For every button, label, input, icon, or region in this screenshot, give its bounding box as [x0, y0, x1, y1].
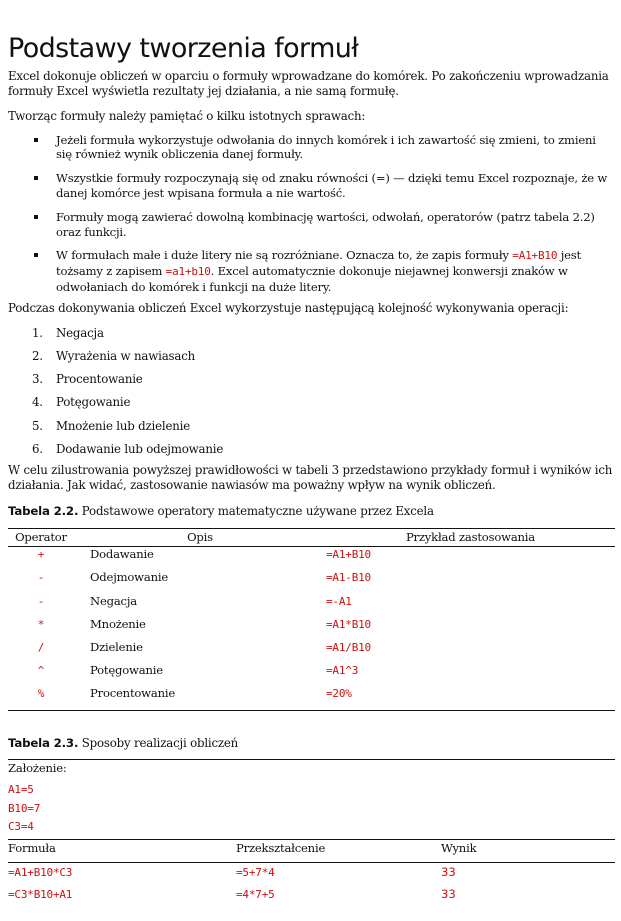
- list-item: [56, 248, 615, 294]
- operator-symbol: ^: [37, 664, 45, 678]
- transform-code: =4*7+5: [236, 887, 275, 901]
- rules-lead-paragraph: Tworząc formuły należy pamiętać o kilku istotnych sprawach:: [8, 108, 366, 123]
- table-row: [8, 594, 615, 617]
- description-cell: Procentowanie: [90, 686, 176, 701]
- list-number: 1.: [32, 325, 43, 340]
- table-row: [8, 547, 615, 571]
- list-label: Mnożenie lub dzielenie: [56, 418, 190, 433]
- rule-text: Wszystkie formuły rozpoczynają się od znaku równości (=) — dzięki temu Excel rozpoznaje, że w danej komórce jest wpisana formuła a nie wartość.: [56, 171, 608, 201]
- table-header-row: [8, 840, 615, 863]
- result-value: 33: [441, 864, 456, 879]
- operator-symbol: *: [37, 617, 45, 631]
- list-item: [32, 441, 615, 465]
- operator-cell: [8, 594, 74, 617]
- operator-symbol: /: [37, 640, 45, 654]
- table-caption: [8, 736, 615, 751]
- list-label: Procentowanie: [56, 372, 143, 387]
- formula-code: =20%: [326, 687, 352, 701]
- table-row: [8, 885, 615, 907]
- caption-text: Podstawowe operatory matematyczne używane przez Excela: [78, 503, 434, 518]
- operation-order-list: [8, 326, 615, 465]
- caption-label: Tabela 2.3.: [8, 735, 79, 750]
- list-number: 2.: [32, 349, 43, 364]
- list-item: [32, 395, 615, 418]
- description-cell: Negacja: [90, 593, 137, 608]
- caption-text: Sposoby realizacji obliczeń: [78, 735, 239, 750]
- list-item: [56, 171, 615, 201]
- description-cell: Potęgowanie: [90, 663, 163, 678]
- calculation-table: [8, 759, 615, 907]
- table-row: [8, 570, 615, 593]
- order-lead-paragraph: Podczas dokonywania obliczeń Excel wykorzystuje następującą kolejność wykonywania operacji:: [8, 300, 569, 315]
- table-row: [8, 686, 615, 710]
- example-cell: [326, 594, 615, 617]
- formula-code: =C3*B10+A1: [8, 887, 73, 901]
- formula-code: =A1-B10: [326, 571, 371, 585]
- example-cell: [326, 686, 615, 710]
- column-header: Operator: [8, 528, 74, 546]
- table-caption: [8, 504, 615, 519]
- operator-cell: [8, 547, 74, 571]
- result-value: 33: [441, 886, 456, 901]
- description-cell: Dzielenie: [90, 639, 143, 654]
- illustration-paragraph: W celu zilustrowania powyższej prawidłowości w tabeli 3 przedstawiono przykłady formuł i wyników ich działania. Jak widać, zastosowanie nawiasów ma poważny wpływ na wynik obliczeń.: [8, 462, 613, 492]
- list-item: [32, 349, 615, 372]
- formula-code: =A1/B10: [326, 640, 371, 654]
- operator-cell: [8, 663, 74, 686]
- formula-code: =A1+B10*C3: [8, 865, 73, 879]
- description-cell: Mnożenie: [90, 616, 146, 631]
- list-label: Potęgowanie: [56, 395, 131, 410]
- table-row: [8, 663, 615, 686]
- column-header: Opis: [74, 528, 326, 546]
- list-number: 6.: [32, 441, 43, 456]
- formula-code: =A1+B10: [512, 249, 558, 263]
- operator-cell: [8, 640, 74, 663]
- operator-symbol: +: [37, 548, 45, 562]
- list-label: Negacja: [56, 325, 104, 340]
- example-cell: [326, 617, 615, 640]
- assumption-value: A1=5: [8, 783, 34, 797]
- rule-text: W formułach małe i duże litery nie są rozróżniane. Oznacza to, że zapis formuły: [56, 248, 513, 263]
- intro-paragraph: Excel dokonuje obliczeń w oparciu o formuły wprowadzane do komórek. Po zakończeniu wprowadzania formuły Excel wyświetla rezultaty jej działania, a nie samą formułę.: [8, 68, 609, 98]
- column-header: Przekształcenie: [236, 840, 326, 855]
- list-item: [32, 372, 615, 395]
- list-item: [56, 133, 615, 163]
- operator-symbol: %: [37, 687, 45, 701]
- assumption-line: [8, 801, 615, 820]
- example-cell: [326, 547, 615, 571]
- list-item: [32, 325, 615, 349]
- list-number: 5.: [32, 418, 43, 433]
- assumption-value: B10=7: [8, 801, 41, 815]
- transform-code: =5+7*4: [236, 865, 275, 879]
- bullet-icon: [34, 253, 38, 257]
- column-header: Wynik: [441, 840, 477, 855]
- list-label: Dodawanie lub odejmowanie: [56, 441, 224, 456]
- bullet-icon: [34, 215, 38, 219]
- bullet-icon: [34, 176, 38, 180]
- list-item: [32, 418, 615, 442]
- assumption-line: [8, 782, 615, 801]
- calculation-grid: [8, 839, 615, 907]
- table-row: [8, 617, 615, 640]
- formula-code: =a1+b10: [165, 265, 211, 279]
- list-number: 3.: [32, 372, 43, 387]
- description-cell: Dodawanie: [90, 547, 154, 562]
- example-cell: [326, 570, 615, 593]
- formula-code: =A1+B10: [326, 548, 371, 562]
- formula-code: =A1^3: [326, 664, 359, 678]
- example-cell: [326, 663, 615, 686]
- formula-code: =A1*B10: [326, 617, 371, 631]
- operator-symbol: -: [37, 594, 45, 608]
- operator-cell: [8, 617, 74, 640]
- rules-list: [8, 133, 615, 295]
- description-cell: Odejmowanie: [90, 570, 169, 585]
- rule-text: . Excel automatycznie dokonuje niejawnej konwersji znaków w odwołaniach do komórek i funkcji na duże litery.: [56, 264, 568, 295]
- table-header-row: [8, 528, 615, 546]
- column-header: Formuła: [8, 840, 56, 855]
- column-header: Przykład zastosowania: [326, 528, 615, 546]
- rule-text: Formuły mogą zawierać dowolną kombinację wartości, odwołań, operatorów (patrz tabela 2.2) oraz funkcji.: [56, 209, 595, 239]
- operator-cell: [8, 570, 74, 593]
- bullet-icon: [34, 138, 38, 142]
- table-row: [8, 863, 615, 885]
- operators-table: [8, 528, 615, 711]
- rule-text: jest tożsamy z zapisem: [56, 248, 581, 279]
- list-item: [56, 210, 615, 240]
- example-cell: [326, 640, 615, 663]
- page-title: Podstawy tworzenia formuł: [8, 33, 359, 64]
- rule-text: Jeżeli formuła wykorzystuje odwołania do innych komórek i ich zawartość się zmieni, to zmieni się również wynik obliczenia danej formuły.: [56, 132, 596, 162]
- list-number: 4.: [32, 395, 43, 410]
- formula-code: =-A1: [326, 594, 352, 608]
- caption-label: Tabela 2.2.: [8, 503, 79, 518]
- operator-cell: [8, 686, 74, 710]
- assumption-value: C3=4: [8, 820, 34, 834]
- list-label: Wyrażenia w nawiasach: [56, 349, 196, 364]
- assumption-label: Założenie:: [8, 761, 67, 776]
- operator-symbol: -: [37, 571, 45, 585]
- assumption-line: [8, 819, 615, 838]
- table-row: [8, 640, 615, 663]
